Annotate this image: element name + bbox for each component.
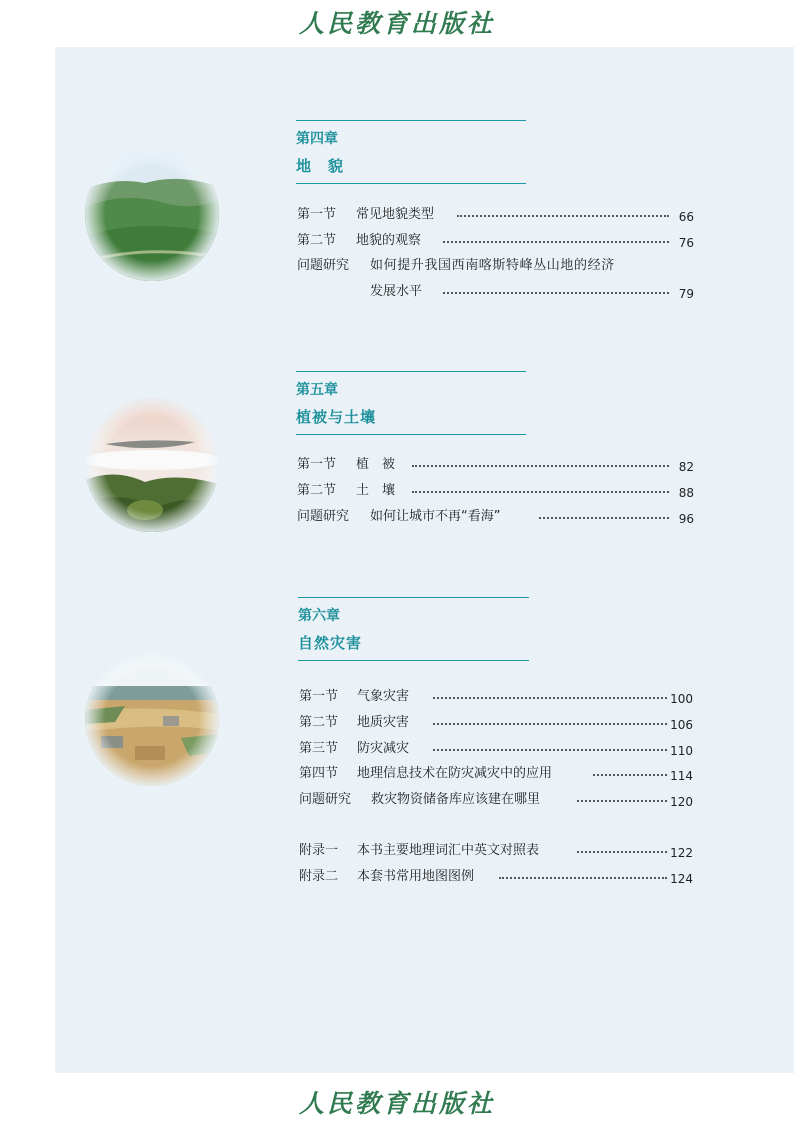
toc-title: 植 被	[356, 457, 396, 472]
chapter-rule	[296, 434, 526, 435]
dot-leader	[433, 749, 667, 751]
toc-page-number: 124	[670, 872, 693, 886]
toc-title: 常见地貌类型	[356, 207, 435, 222]
toc-page-number: 106	[670, 718, 693, 732]
toc-title: 救灾物资储备库应该建在哪里	[371, 792, 541, 807]
toc-section: 附录一	[299, 843, 339, 858]
toc-page-number: 120	[670, 795, 693, 809]
toc-section: 第一节	[299, 689, 339, 704]
toc-entry[interactable]	[299, 792, 695, 808]
toc-section: 问题研究	[297, 509, 350, 524]
chapter-title: 自然灾害	[298, 634, 363, 652]
dot-leader	[412, 465, 669, 467]
publisher-logo-bottom: 人民教育出版社	[298, 1089, 495, 1118]
toc-page-number: 76	[678, 236, 694, 250]
toc-section: 第一节	[297, 457, 337, 472]
chapter-title: 地 貌	[296, 157, 345, 175]
toc-title: 土 壤	[356, 483, 396, 498]
toc-page-number: 82	[678, 460, 694, 474]
toc-section: 第二节	[299, 715, 339, 730]
dot-leader	[412, 491, 669, 493]
toc-entry[interactable]	[297, 258, 694, 274]
dot-leader	[443, 292, 669, 294]
toc-section: 问题研究	[299, 792, 352, 807]
toc-page-number: 114	[670, 769, 693, 783]
chapter-rule	[296, 120, 526, 121]
toc-section: 第四节	[299, 766, 339, 781]
dot-leader	[577, 800, 667, 802]
toc-entry[interactable]	[297, 207, 694, 223]
toc-title: 如何让城市不再“看海”	[370, 509, 501, 524]
toc-page-number: 96	[678, 512, 694, 526]
toc-entry[interactable]	[299, 741, 695, 757]
toc-entry[interactable]	[297, 233, 694, 249]
toc-section: 问题研究	[297, 258, 350, 273]
toc-section: 第一节	[297, 207, 337, 222]
toc-section: 第二节	[297, 233, 337, 248]
dot-leader	[539, 517, 669, 519]
toc-title: 发展水平	[370, 284, 423, 299]
toc-title: 地貌的观察	[356, 233, 422, 248]
toc-entry[interactable]	[299, 715, 695, 731]
toc-page-number: 88	[678, 486, 694, 500]
toc-page-number: 110	[670, 744, 693, 758]
dot-leader	[443, 241, 669, 243]
toc-title: 如何提升我国西南喀斯特峰丛山地的经济	[370, 258, 615, 273]
mountain-landscape-photo	[85, 147, 219, 281]
chapter-rule	[298, 597, 529, 598]
dot-leader	[433, 723, 667, 725]
chapter-4-header	[296, 120, 526, 184]
toc-title: 地理信息技术在防灾减灾中的应用	[357, 766, 553, 781]
publisher-logo-top: 人民教育出版社	[298, 9, 495, 38]
appendix-entry[interactable]	[299, 869, 695, 885]
dot-leader	[577, 851, 667, 853]
chapter-6-header	[298, 597, 529, 661]
flood-village-photo	[85, 652, 219, 786]
dot-leader	[457, 215, 669, 217]
toc-section: 第二节	[297, 483, 337, 498]
forest-fog-photo	[85, 398, 219, 532]
toc-title: 防灾减灾	[357, 741, 410, 756]
toc-page-number: 79	[678, 287, 694, 301]
chapter-rule	[296, 183, 526, 184]
toc-entry[interactable]	[299, 766, 695, 782]
toc-page-number: 66	[678, 210, 694, 224]
toc-section: 附录二	[299, 869, 339, 884]
appendix-entry[interactable]	[299, 843, 695, 859]
chapter-label: 第六章	[298, 608, 340, 624]
chapter-5-header	[296, 371, 526, 435]
toc-entry-continuation[interactable]	[297, 284, 694, 300]
toc-entry[interactable]	[299, 689, 695, 705]
chapter-rule	[296, 371, 526, 372]
chapter-label: 第四章	[296, 131, 338, 147]
toc-title: 地质灾害	[357, 715, 410, 730]
toc-title: 本书主要地理词汇中英文对照表	[357, 843, 540, 858]
chapter-label: 第五章	[296, 382, 338, 398]
dot-leader	[499, 877, 667, 879]
chapter-rule	[298, 660, 529, 661]
toc-title: 本套书常用地图图例	[357, 869, 475, 884]
toc-section: 第三节	[299, 741, 339, 756]
toc-page-number: 100	[670, 692, 693, 706]
toc-title: 气象灾害	[357, 689, 410, 704]
dot-leader	[593, 774, 667, 776]
toc-entry[interactable]	[297, 483, 694, 499]
chapter-title: 植被与土壤	[296, 408, 377, 426]
toc-entry[interactable]	[297, 509, 694, 525]
toc-page-number: 122	[670, 846, 693, 860]
dot-leader	[433, 697, 667, 699]
toc-entry[interactable]	[297, 457, 694, 473]
